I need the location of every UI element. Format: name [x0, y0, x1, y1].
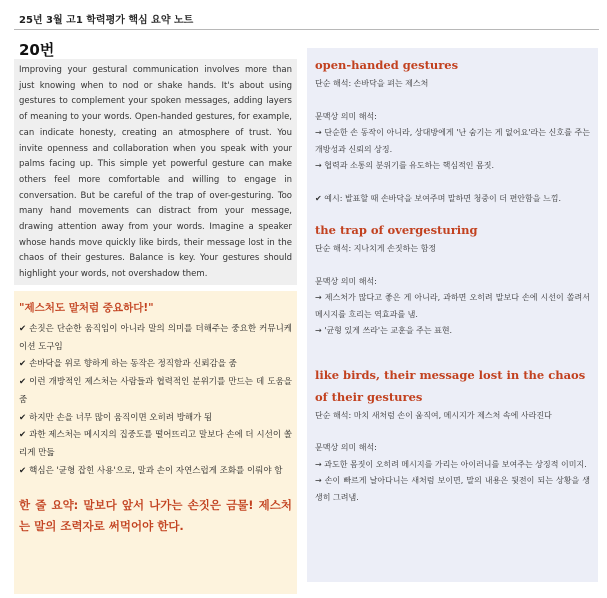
term-example: ✔ 예시: 발표할 때 손바닥을 보여주며 말하면 청중이 더 편안함을 느낌.	[315, 193, 562, 203]
key-point-item: ✔ 과한 제스처는 메시지의 집중도를 떨어뜨리고 말보다 손에 더 시선이 쏠리게 만듦	[19, 430, 292, 458]
term-context-meaning: → 과도한 몸짓이 오히려 메시지를 가리는 아이러니를 보여주는 상징적 이미지.	[315, 459, 587, 469]
term-context-label: 문맥상 의미 해석:	[315, 276, 377, 286]
term-simple-meaning: 단순 해석: 지나치게 손짓하는 함정	[315, 244, 437, 253]
key-point-item: ✔ 손짓은 단순한 움직임이 아니라 말의 의미를 더해주는 중요한 커뮤니케이션 도구임	[19, 324, 292, 352]
term-title: like birds, their message lost in the chaos of their gestures	[315, 367, 586, 404]
key-points-box	[14, 291, 297, 594]
term-title: open-handed gestures	[315, 58, 459, 72]
check-icon: ✔	[19, 324, 27, 334]
question-number: 20번	[19, 41, 55, 59]
term-context-label: 문맥상 의미 해석:	[315, 111, 377, 121]
key-points-title: "제스처도 말처럼 중요하다!"	[19, 302, 154, 314]
passage-box	[14, 59, 297, 285]
key-point-item: ✔ 손바닥을 위로 향하게 하는 동작은 정직함과 신뢰감을 줌	[19, 359, 237, 370]
term-title: the trap of overgesturing	[315, 223, 478, 237]
term-context-label: 문맥상 의미 해석:	[315, 443, 377, 452]
term-simple-meaning: 단순 해석: 마치 새처럼 손이 움직여, 메시지가 제스처 속에 사라진다	[315, 410, 552, 420]
check-icon: ✔	[19, 377, 27, 388]
term-context-meaning: → 손이 빠르게 날아다니는 새처럼 보이면, 말의 내용은 뒷전이 되는 상황을 생생히 그려냄.	[315, 476, 590, 502]
check-icon: ✔	[19, 430, 27, 441]
term-context-meaning: → 협력과 소통의 분위기를 유도하는 핵심적인 몸짓.	[315, 161, 495, 170]
check-icon: ✔	[19, 359, 27, 370]
page-header-title: 25년 3월 고1 학력평가 핵심 요약 노트	[19, 15, 194, 26]
check-icon: ✔	[19, 412, 27, 423]
term-context-meaning: → 단순한 손 동작이 아니라, 상대방에게 '난 숨기는 게 없어요'라는 신호를 주는 개방성과 신뢰의 상징.	[315, 128, 590, 154]
term-context-meaning: → '균형 있게 쓰라'는 교훈을 주는 표현.	[315, 326, 453, 335]
header-divider	[14, 29, 599, 30]
passage-text: Improving your gestural communication involves more than just knowing when to nod or shake hands. It's about using gestures to complement your spoken messages, adding layers of meaning to your words. Open-handed gestures, for example, can indicate honesty, creating an atmosphere of trust. You invite openness and collaboration when you speak with your palms facing up. This simple yet powerful gesture can make others feel more comfortable and willing to engage in conversation. But be careful of the trap of over-gesturing. Too many hand movements can distract from your message, drawing attention away from your words. Imagine a speaker whose hands move quickly like birds, their message lost in the chaos of their gestures. Balance is key. Your gestures should highlight your words, not overshadow them.	[19, 65, 292, 280]
term-context-meaning: → 제스처가 많다고 좋은 게 아니라, 과하면 오히려 말보다 손에 시선이 쏠려서 메시지를 흐리는 역효과를 냄.	[315, 293, 590, 319]
term-simple-meaning: 단순 해석: 손바닥을 펴는 제스처	[315, 79, 429, 88]
one-line-summary: 한 줄 요약: 말보다 앞서 나가는 손짓은 금물! 제스처는 말의 조력자로 써먹어야 한다.	[19, 498, 292, 534]
key-point-item: ✔ 이런 개방적인 제스처는 사람들과 협력적인 분위기를 만드는 데 도움을 줌	[19, 377, 292, 405]
vocabulary-panel	[307, 48, 598, 582]
key-point-item: ✔ 핵심은 '균형 잡힌 사용'으로, 말과 손이 자연스럽게 조화를 이뤄야 함	[19, 465, 283, 476]
key-point-item: ✔ 하지만 손을 너무 많이 움직이면 오히려 방해가 됨	[19, 412, 213, 423]
check-icon: ✔	[19, 465, 27, 476]
